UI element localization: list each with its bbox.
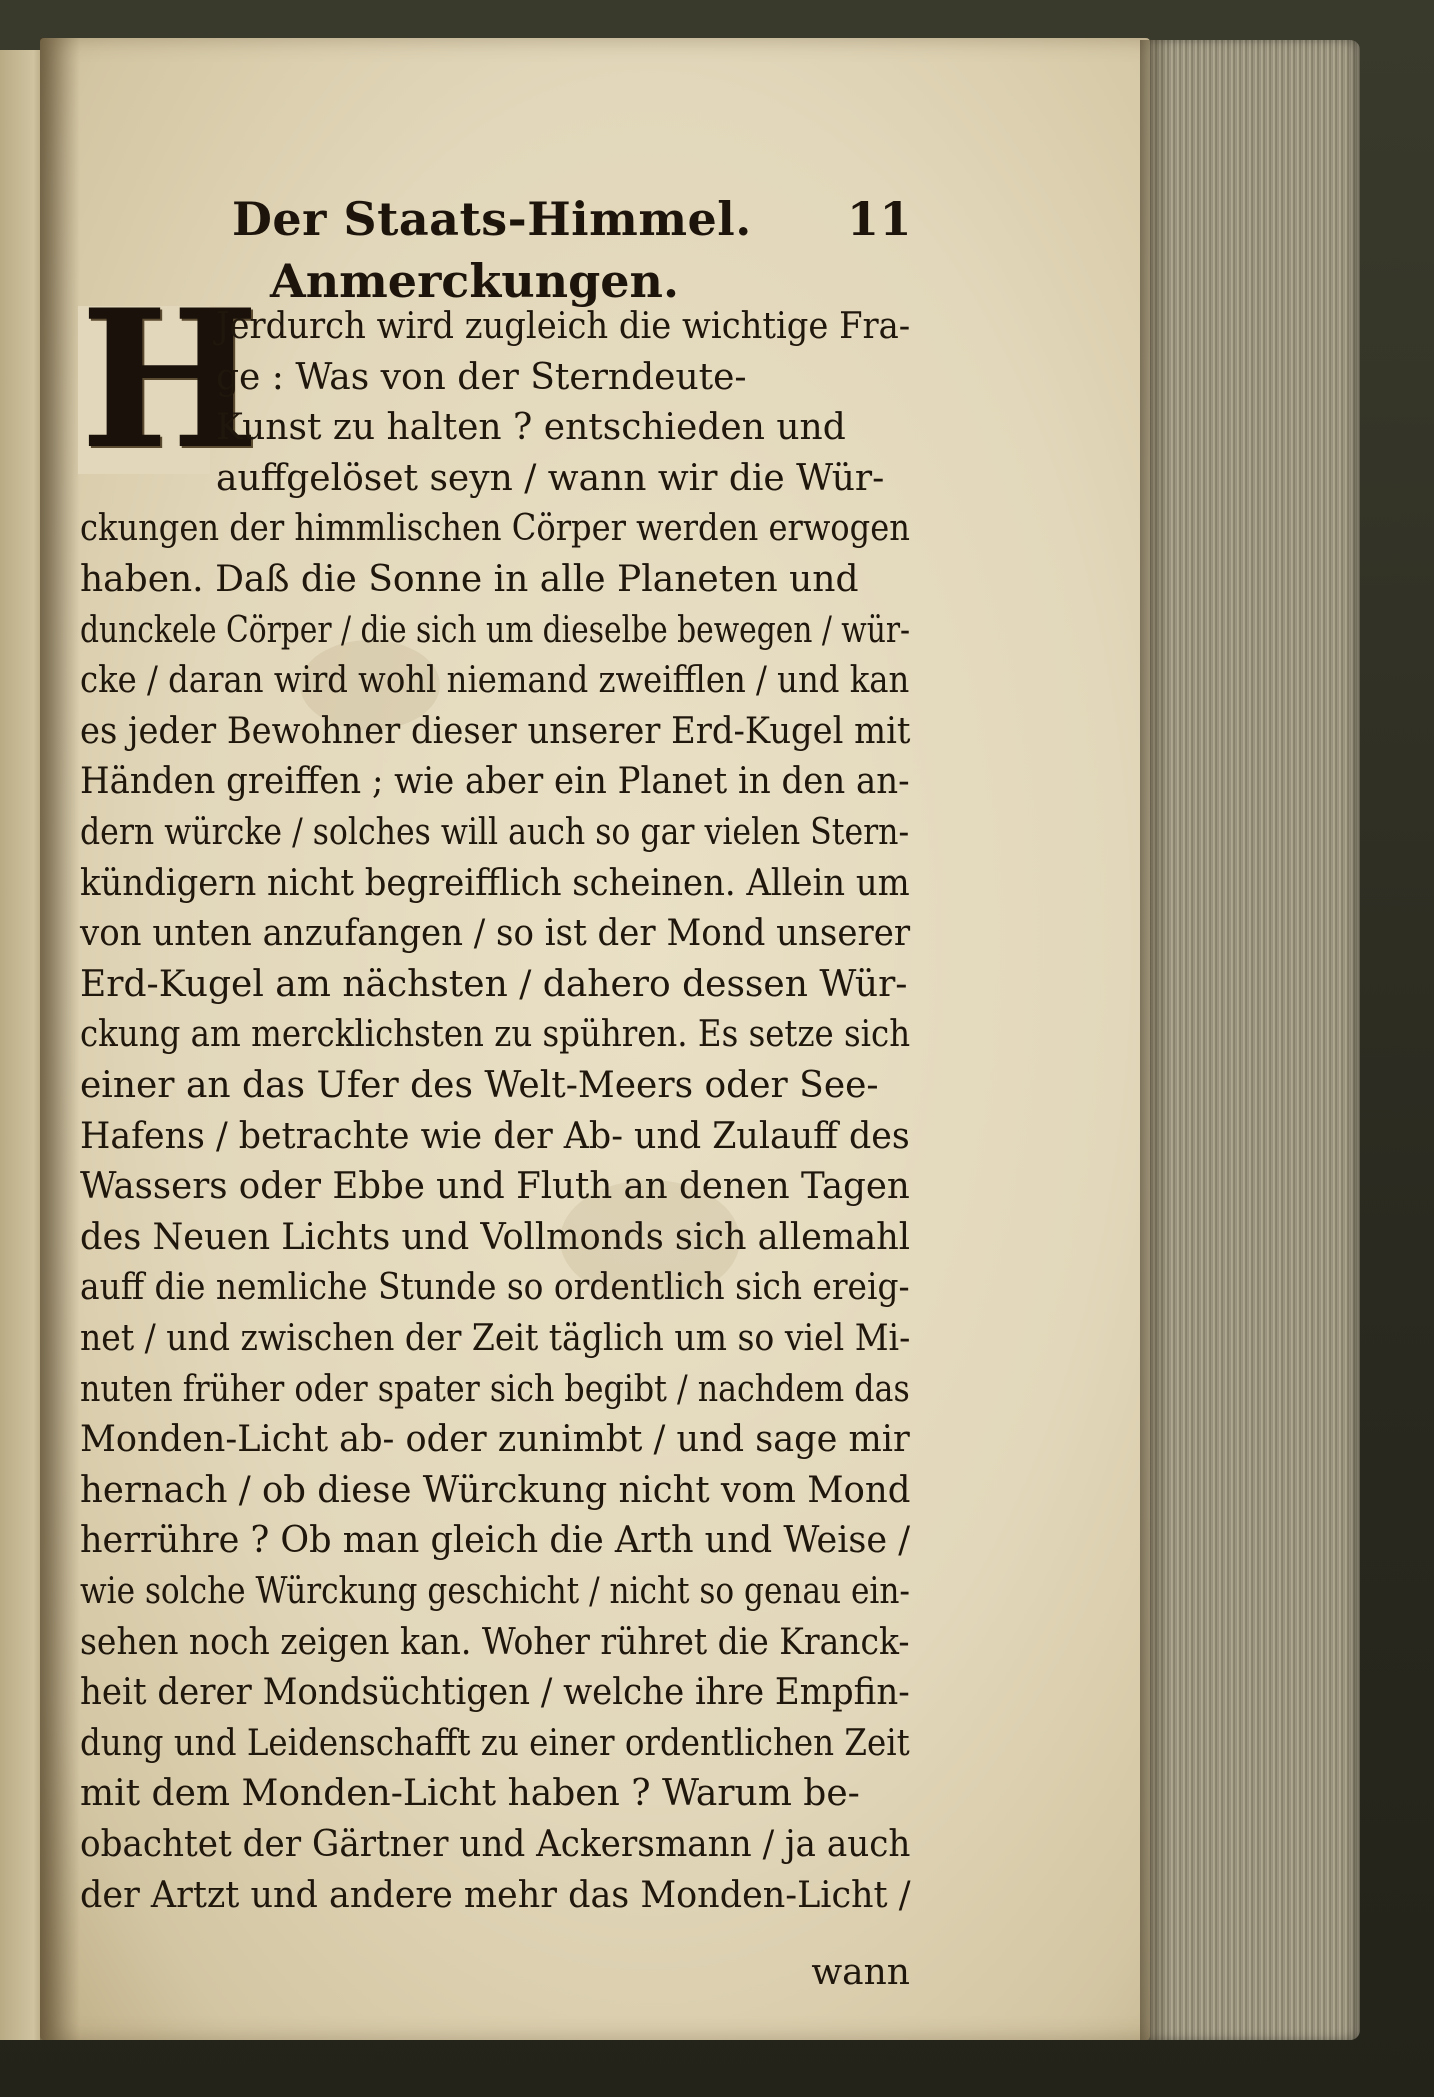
- text-line: ckung am mercklichsten zu spühren. Es setze sich: [80, 1014, 911, 1056]
- text-line: kündigern nicht begreifflich scheinen. Allein um: [80, 862, 910, 904]
- gutter-shadow: [40, 38, 80, 2040]
- text-line: herrühre ? Ob man gleich die Arth und Weise /: [80, 1520, 911, 1562]
- text-line: heit derer Mondsüchtigen / welche ihre Empfin-: [80, 1672, 910, 1714]
- running-head: Der Staats-Himmel.: [232, 192, 752, 246]
- text-line: Hafens / betrachte wie der Ab- und Zulauff des: [80, 1115, 910, 1157]
- text-line: Erd-Kugel am nächsten / dahero dessen Wür-: [80, 963, 908, 1005]
- catchword: wann: [811, 1952, 910, 1993]
- text-line: Kunst zu halten ? entschieden und: [216, 407, 846, 449]
- text-line: obachtet der Gärtner und Ackersmann / ja auch: [80, 1824, 911, 1865]
- text-line: Wassers oder Ebbe und Fluth an denen Tagen: [80, 1166, 910, 1208]
- section-heading: Anmerckungen.: [270, 254, 679, 308]
- text-line: mit dem Monden-Licht haben ? Warum be-: [80, 1773, 860, 1815]
- text-line: von unten anzufangen / so ist der Mond unserer: [80, 913, 911, 955]
- text-line: hernach / ob diese Würckung nicht vom Mond: [80, 1469, 911, 1511]
- text-line: der Artzt und andere mehr das Monden-Licht /: [80, 1874, 911, 1916]
- text-line: es jeder Bewohner dieser unserer Erd-Kugel mit: [80, 710, 911, 752]
- text-line: ge : Was von der Sterndeute-: [216, 356, 747, 398]
- text-line: cke / daran wird wohl niemand zweifflen / und kan: [80, 660, 910, 702]
- decorated-initial: H: [80, 268, 260, 491]
- text-line: nuten früher oder spater sich begibt / nachdem das: [80, 1368, 910, 1410]
- page-edges: [1140, 40, 1360, 2040]
- page-edge-shadow: [1140, 40, 1170, 2040]
- text-line: Jerdurch wird zugleich die wichtige Fra-: [216, 306, 911, 347]
- running-header: [232, 192, 912, 258]
- text-line: dung und Leidenschafft zu einer ordentlichen Zeit: [80, 1722, 910, 1764]
- text-line: sehen noch zeigen kan. Woher rühret die Kranck-: [80, 1621, 910, 1663]
- text-line: auffgelöset seyn / wann wir die Wür-: [216, 457, 885, 499]
- text-line: ckungen der himmlischen Cörper werden erwogen: [80, 508, 910, 550]
- text-line: net / und zwischen der Zeit täglich um so viel Mi-: [80, 1318, 911, 1359]
- text-line: dunckele Cörper / die sich um dieselbe bewegen / wür-: [80, 609, 911, 651]
- text-line: dern würcke / solches will auch so gar vielen Stern-: [80, 812, 910, 853]
- text-line: Händen greiffen ; wie aber ein Planet in den an-: [80, 761, 910, 803]
- text-line: haben. Daß die Sonne in alle Planeten und: [80, 559, 859, 600]
- page-number: 11: [846, 192, 912, 246]
- text-line: auff die nemliche Stunde so ordentlich sich ereig-: [80, 1267, 910, 1309]
- text-line: Monden-Licht ab- oder zunimbt / und sage mir: [80, 1419, 910, 1461]
- text-line: wie solche Würckung geschicht / nicht so genau ein-: [80, 1571, 910, 1612]
- text-line: des Neuen Lichts und Vollmonds sich allemahl: [80, 1216, 911, 1258]
- text-line: einer an das Ufer des Welt-Meers oder See-: [80, 1065, 879, 1106]
